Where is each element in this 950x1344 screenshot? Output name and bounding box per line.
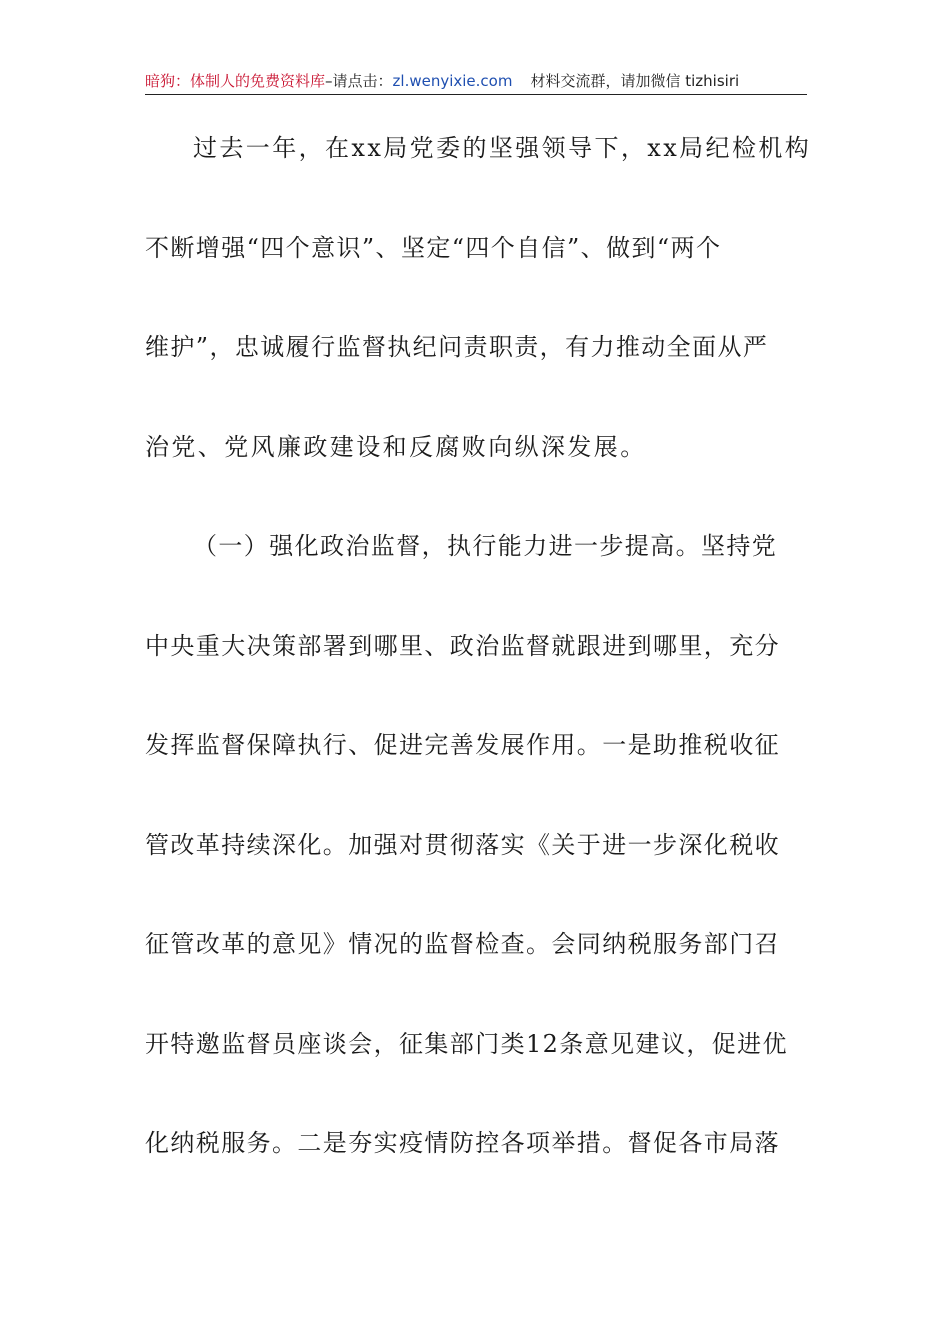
body-line: 不断增强“四个意识”、坚定“四个自信”、做到“两个: [145, 233, 722, 262]
body-line: 征管改革的意见》情况的监督检查。会同纳税服务部门召: [145, 930, 780, 958]
body-line: 开特邀监督员座谈会，征集部门类12条意见建议，促进优: [145, 1029, 788, 1058]
body-line: 维护”，忠诚履行监督执纪问责职责，有力推动全面从严: [145, 333, 769, 361]
header-url-link[interactable]: zl.wenyixie.com: [392, 72, 513, 90]
document-header: [145, 70, 807, 95]
section-heading-line: （一）强化政治监督，执行能力进一步提高。坚持党: [193, 532, 778, 560]
header-wechat-note: 材料交流群，请加微信 tizhisiri: [530, 72, 740, 90]
body-line: 治党、党风廉政建设和反腐败向纵深发展。: [145, 432, 647, 461]
body-line: 管改革持续深化。加强对贯彻落实《关于进一步深化税收: [145, 830, 780, 859]
header-brand: 暗狗：体制人的免费资料库: [145, 72, 326, 90]
body-line: 中央重大决策部署到哪里、政治监督就跟进到哪里，充分: [145, 631, 780, 660]
body-line: 过去一年，在xx局党委的坚强领导下，xx局纪检机构: [193, 134, 812, 162]
header-separator: –请点击：: [325, 72, 393, 90]
body-line: 化纳税服务。二是夯实疫情防控各项举措。督促各市局落: [145, 1129, 780, 1157]
document-body: [145, 124, 812, 1219]
body-line: 发挥监督保障执行、促进完善发展作用。一是助推税收征: [145, 731, 780, 759]
